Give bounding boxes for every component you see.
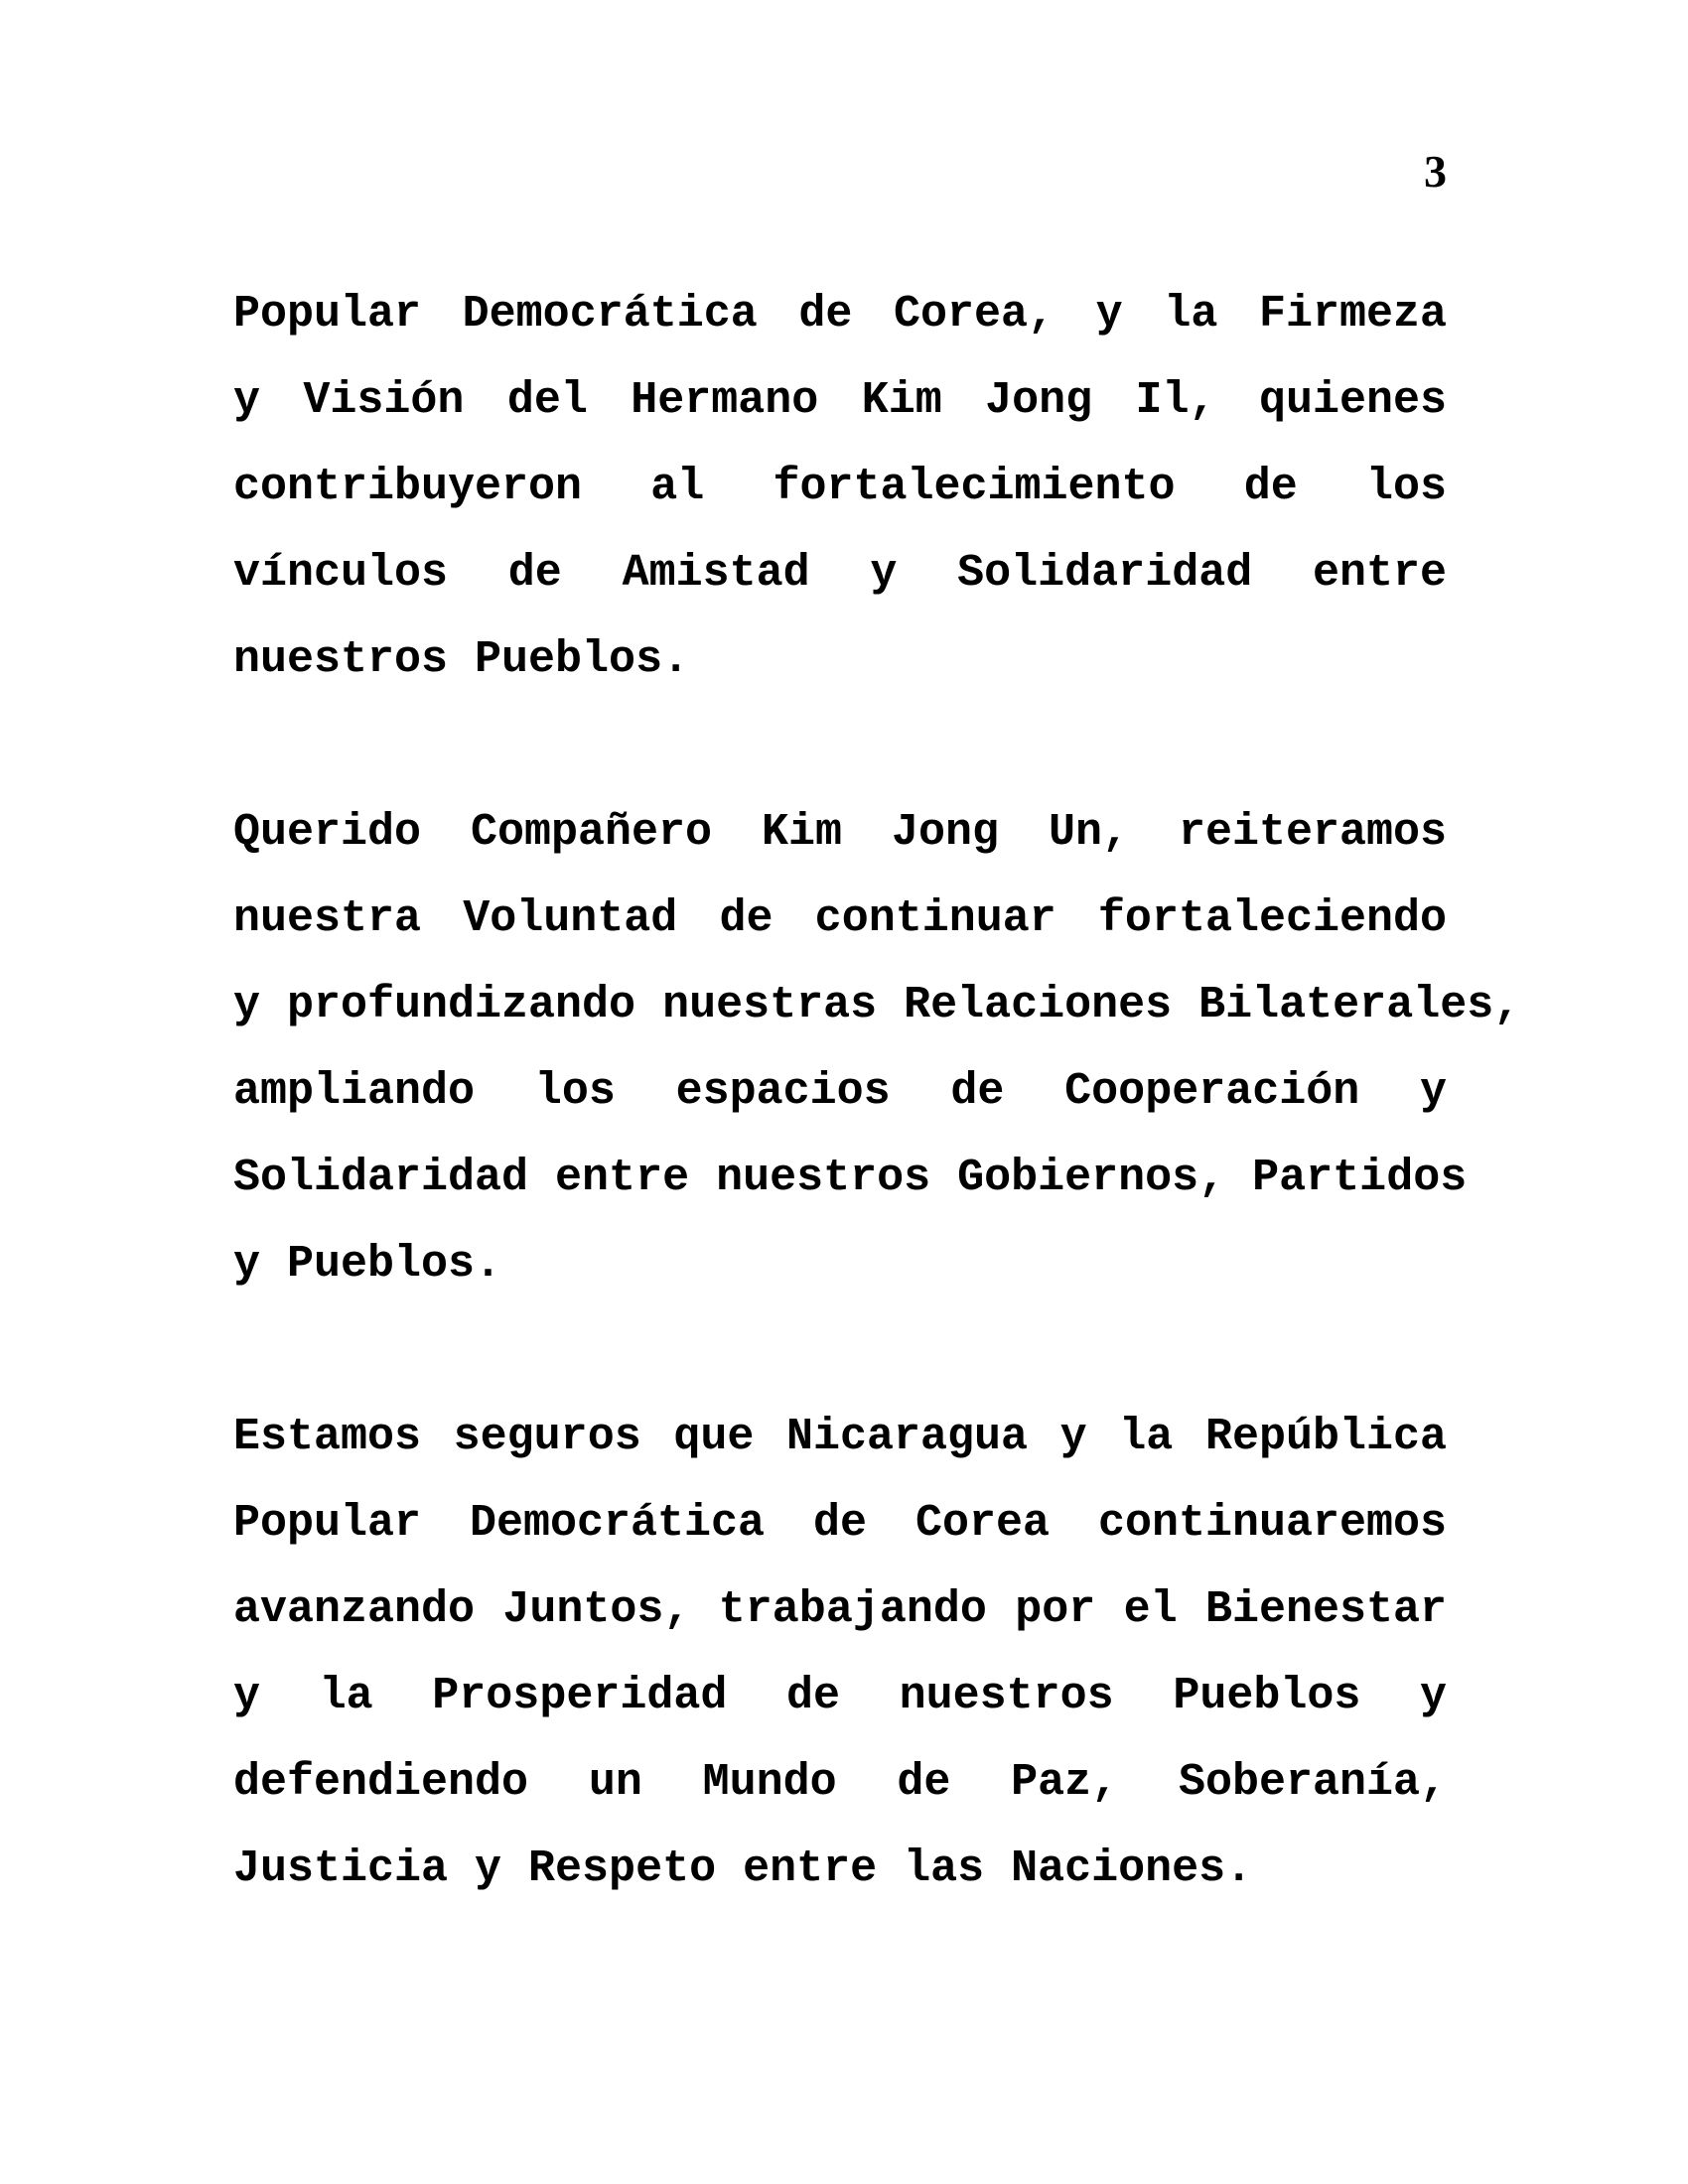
paragraph-line: nuestros Pueblos. (233, 634, 690, 685)
paragraph-1 (233, 271, 1447, 703)
paragraph-line: avanzando Juntos, trabajando por el Bienestar (233, 1584, 1447, 1635)
paragraph-line: ampliando los espacios de Cooperación y (233, 1066, 1447, 1117)
paragraph-line: Justicia y Respeto entre las Naciones. (233, 1843, 1253, 1894)
paragraph-line: Querido Compañero Kim Jong Un, reiteramos (233, 807, 1447, 858)
paragraph-line: y Pueblos. (233, 1239, 502, 1290)
paragraph-line: Solidaridad entre nuestros Gobiernos, Partidos (233, 1153, 1468, 1203)
paragraph-line: y profundizando nuestras Relaciones Bilaterales, (233, 980, 1521, 1030)
paragraph-line: y Visión del Hermano Kim Jong Il, quienes (233, 375, 1447, 426)
page-number: 3 (1424, 146, 1447, 197)
paragraph-line: vínculos de Amistad y Solidaridad entre (233, 548, 1447, 599)
paragraph-line: Estamos seguros que Nicaragua y la República (233, 1412, 1447, 1462)
document-body (233, 271, 1521, 1998)
paragraph-line: Popular Democrática de Corea continuaremos (233, 1498, 1447, 1549)
paragraph-line: nuestra Voluntad de continuar fortaleciendo (233, 893, 1447, 944)
paragraph-line: contribuyeron al fortalecimiento de los (233, 462, 1447, 512)
paragraph-2 (233, 789, 1521, 1307)
paragraph-line: y la Prosperidad de nuestros Pueblos y (233, 1671, 1447, 1721)
paragraph-line: defendiendo un Mundo de Paz, Soberanía, (233, 1757, 1447, 1808)
paragraph-line: Popular Democrática de Corea, y la Firmeza (233, 289, 1447, 340)
paragraph-3 (233, 1394, 1447, 1912)
